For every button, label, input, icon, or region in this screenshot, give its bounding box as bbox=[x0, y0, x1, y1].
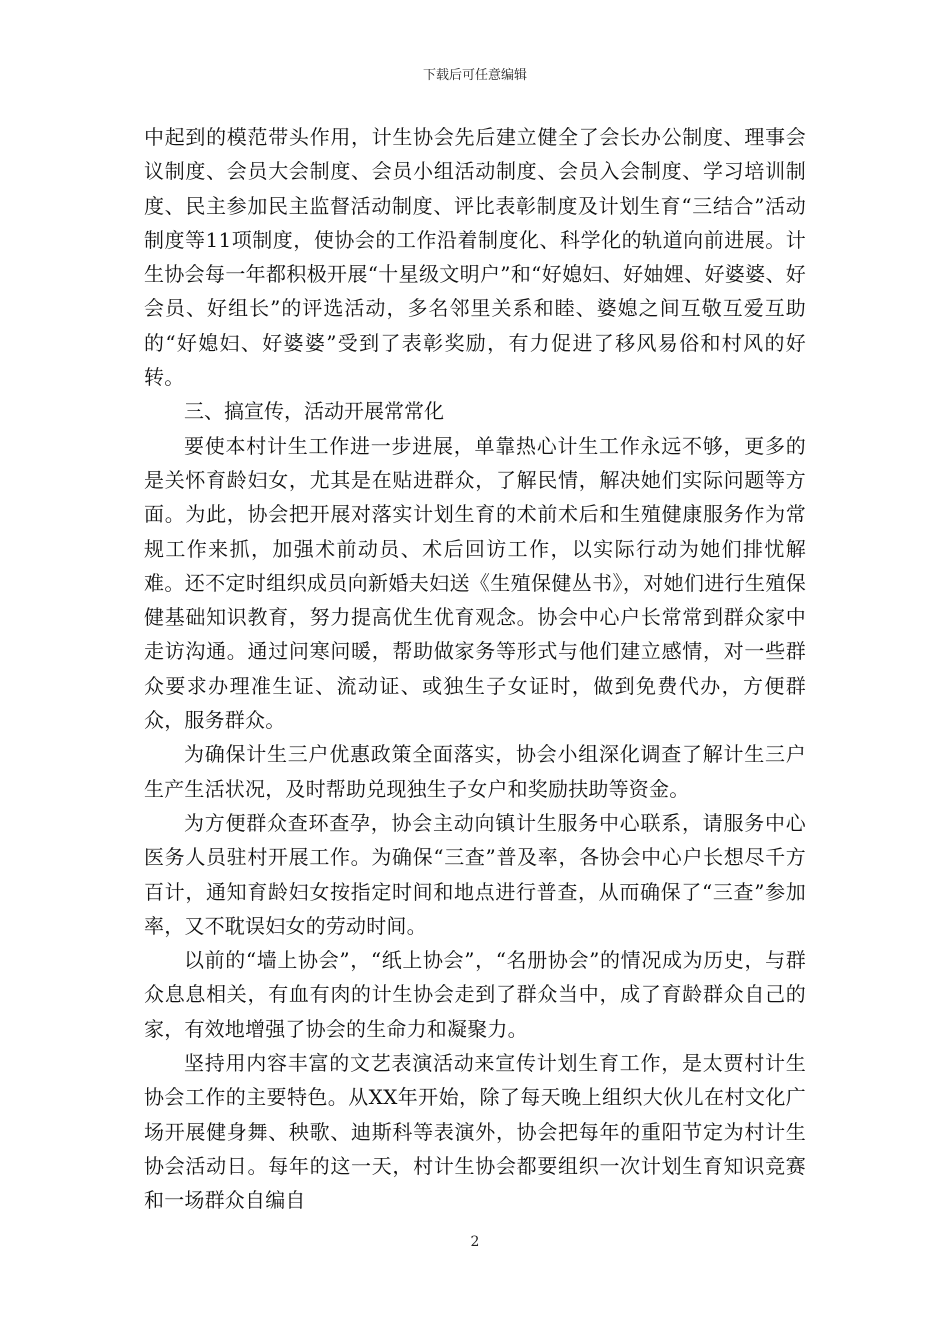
paragraph-5: 以前的“墙上协会”，“纸上协会”，“名册协会”的情况成为历史，与群众息息相关，有血有肉的计生协会走到了群众当中，成了育龄群众自己的家，有效地增强了协会的生命力和凝聚力。 bbox=[144, 948, 806, 1041]
page-number: 2 bbox=[470, 1234, 480, 1250]
document-body bbox=[144, 120, 806, 1218]
paragraph-6: 坚持用内容丰富的文艺表演活动来宣传计划生育工作，是太贾村计生协会工作的主要特色。从XX年开始，除了每天晚上组织大伙儿在村文化广场开展健身舞、秧歌、迪斯科等表演外，协会把每年的重阳节定为村计生协会活动日。每年的这一天，村计生协会都要组织一次计划生育知识竞赛和一场群众自编自 bbox=[144, 1051, 806, 1213]
paragraph-4: 为方便群众查环查孕，协会主动向镇计生服务中心联系，请服务中心医务人员驻村开展工作。为确保“三查”普及率，各协会中心户长想尽千方百计，通知育龄妇女按指定时间和地点进行普查，从而确保了“三查”参加率，又不耽误妇女的劳动时间。 bbox=[144, 810, 806, 938]
paragraph-1: 中起到的模范带头作用，计生协会先后建立健全了会长办公制度、理事会议制度、会员大会制度、会员小组活动制度、会员入会制度、学习培训制度、民主参加民主监督活动制度、评比表彰制度及计划生育“三结合”活动制度等11项制度，使协会的工作沿着制度化、科学化的轨道向前进展。计生协会每一年都积极开展“十星级文明户”和“好媳妇、好妯娌、好婆婆、好会员、好组长”的评选活动，多名邻里关系和睦、婆媳之间互敬互爱互助的“好媳妇、好婆婆”受到了表彰奖励，有力促进了移风易俗和村风的好转。 bbox=[144, 125, 806, 390]
section-heading: 三、搞宣传，活动开展常常化 bbox=[184, 399, 444, 424]
paragraph-3: 为确保计生三户优惠政策全面落实，协会小组深化调查了解计生三户生产生活状况，及时帮助兑现独生子女户和奖励扶助等资金。 bbox=[144, 742, 806, 801]
page-header: 下载后可任意编辑 bbox=[422, 68, 527, 83]
paragraph-2: 要使本村计生工作进一步进展，单靠热心计生工作永远不够，更多的是关怀育龄妇女，尤其是在贴进群众，了解民情，解决她们实际问题等方面。为此，协会把开展对落实计划生育的术前术后和生殖健康服务作为常规工作来抓，加强术前动员、术后回访工作，以实际行动为她们排忧解难。还不定时组织成员向新婚夫妇送《生殖保健丛书》，对她们进行生殖保健基础知识教育，努力提高优生优育观念。协会中心户长常常到群众家中走访沟通。通过问寒问暖，帮助做家务等形式与他们建立感情，对一些群众要求办理准生证、流动证、或独生子女证时，做到免费代办，方便群众，服务群众。 bbox=[144, 433, 806, 733]
